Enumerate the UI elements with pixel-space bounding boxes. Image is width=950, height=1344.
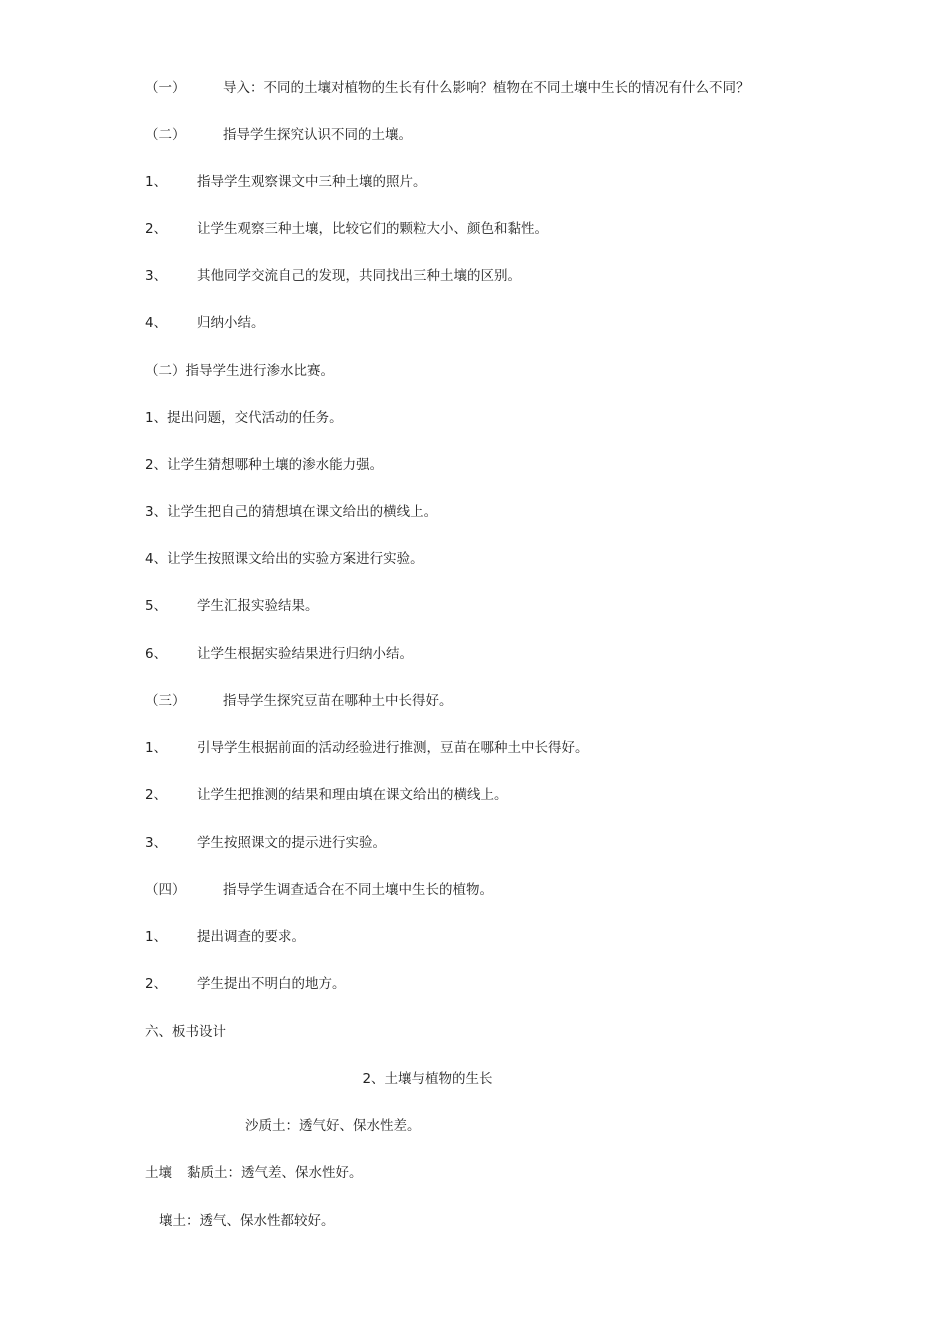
section-number: （三） [145, 693, 186, 709]
list-item [145, 928, 305, 946]
item-text: 让学生把推测的结果和理由填在课文给出的横线上。 [197, 787, 508, 803]
list-item [145, 834, 386, 852]
item-number: 2、 [145, 787, 168, 803]
item-number: 2、 [145, 976, 168, 992]
list-item [145, 314, 265, 332]
item-text: 提出调查的要求。 [197, 929, 305, 945]
item-text: 学生按照课文的提示进行实验。 [197, 835, 386, 851]
section-4-heading [145, 881, 493, 899]
section-heading-infiltration: （二）指导学生进行渗水比赛。 [145, 363, 334, 379]
section-2-heading [145, 126, 412, 144]
board-clay-soil: 黏质土：透气差、保水性好。 [187, 1165, 363, 1181]
board-title: 2、土壤与植物的生长 [362, 1071, 493, 1087]
section-number: （四） [145, 882, 186, 898]
list-item [145, 173, 427, 191]
list-item [145, 597, 319, 615]
section-text: 导入：不同的土壤对植物的生长有什么影响？植物在不同土壤中生长的情况有什么不同？ [223, 80, 750, 96]
item-text: 引导学生根据前面的活动经验进行推测，豆苗在哪种土中长得好。 [197, 740, 589, 756]
item-number: 2、 [145, 221, 168, 237]
list-item: 2、让学生猜想哪种土壤的渗水能力强。 [145, 457, 384, 473]
list-item: 4、让学生按照课文给出的实验方案进行实验。 [145, 551, 424, 567]
list-item [145, 786, 508, 804]
board-soil-label: 土壤 [145, 1165, 172, 1181]
item-number: 3、 [145, 835, 168, 851]
section-1-intro [145, 79, 750, 97]
item-text: 学生汇报实验结果。 [197, 598, 319, 614]
item-text: 其他同学交流自己的发现，共同找出三种土壤的区别。 [197, 268, 521, 284]
section-number: （二） [145, 127, 186, 143]
item-text: 归纳小结。 [197, 315, 265, 331]
item-number: 1、 [145, 174, 168, 190]
list-item: 1、提出问题，交代活动的任务。 [145, 410, 343, 426]
item-number: 1、 [145, 740, 168, 756]
section-number: （一） [145, 80, 186, 96]
section-text: 指导学生调查适合在不同土壤中生长的植物。 [223, 882, 493, 898]
item-text: 指导学生观察课文中三种土壤的照片。 [197, 174, 427, 190]
board-sandy-soil: 沙质土：透气好、保水性差。 [245, 1118, 421, 1134]
item-number: 5、 [145, 598, 168, 614]
list-item [145, 645, 413, 663]
section-text: 指导学生探究认识不同的土壤。 [223, 127, 412, 143]
section-heading-board-design: 六、板书设计 [145, 1024, 226, 1040]
item-number: 6、 [145, 646, 168, 662]
list-item [145, 220, 548, 238]
board-soil-row [145, 1164, 363, 1182]
list-item [145, 267, 521, 285]
item-text: 让学生根据实验结果进行归纳小结。 [197, 646, 413, 662]
section-text: 指导学生探究豆苗在哪种土中长得好。 [223, 693, 453, 709]
item-number: 3、 [145, 268, 168, 284]
item-text: 学生提出不明白的地方。 [197, 976, 346, 992]
section-3-heading [145, 692, 453, 710]
list-item [145, 739, 589, 757]
item-number: 1、 [145, 929, 168, 945]
list-item: 3、让学生把自己的猜想填在课文给出的横线上。 [145, 504, 438, 520]
item-text: 让学生观察三种土壤，比较它们的颗粒大小、颜色和黏性。 [197, 221, 548, 237]
list-item [145, 975, 346, 993]
item-number: 4、 [145, 315, 168, 331]
board-loam: 壤土：透气、保水性都较好。 [159, 1213, 335, 1229]
